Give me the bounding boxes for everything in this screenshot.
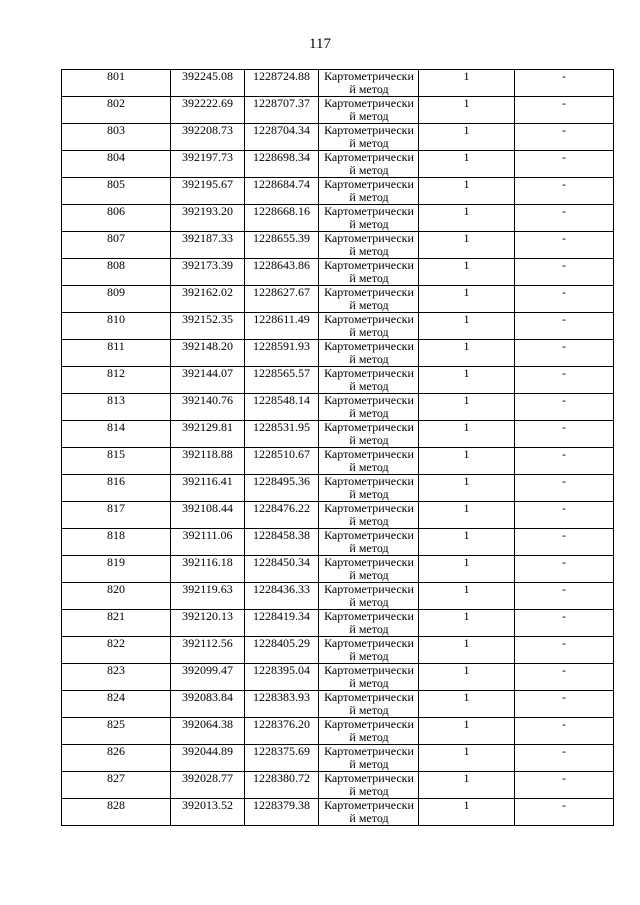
x-coordinate-cell: 392152.35	[171, 313, 245, 340]
accuracy-cell: 1	[419, 718, 515, 745]
point-number-cell: 805	[62, 178, 171, 205]
table-row	[62, 718, 614, 745]
x-coordinate-cell: 392116.41	[171, 475, 245, 502]
x-coordinate-cell: 392129.81	[171, 421, 245, 448]
note-cell: -	[515, 70, 614, 97]
x-coordinate-cell: 392112.56	[171, 637, 245, 664]
accuracy-cell: 1	[419, 178, 515, 205]
accuracy-cell: 1	[419, 610, 515, 637]
y-coordinate-cell: 1228704.34	[245, 124, 319, 151]
y-coordinate-cell: 1228510.67	[245, 448, 319, 475]
y-coordinate-cell: 1228379.38	[245, 799, 319, 826]
note-cell: -	[515, 718, 614, 745]
table-row	[62, 394, 614, 421]
note-cell: -	[515, 556, 614, 583]
method-text: Картометрический метод	[324, 123, 414, 150]
method-cell	[319, 475, 419, 502]
method-cell	[319, 259, 419, 286]
note-cell: -	[515, 313, 614, 340]
x-coordinate-cell: 392120.13	[171, 610, 245, 637]
method-cell	[319, 664, 419, 691]
y-coordinate-cell: 1228395.04	[245, 664, 319, 691]
accuracy-cell: 1	[419, 313, 515, 340]
table-row	[62, 367, 614, 394]
point-number-cell: 821	[62, 610, 171, 637]
method-text: Картометрический метод	[324, 582, 414, 609]
note-cell: -	[515, 691, 614, 718]
method-text: Картометрический метод	[324, 312, 414, 339]
method-text: Картометрический метод	[324, 366, 414, 393]
accuracy-cell: 1	[419, 232, 515, 259]
y-coordinate-cell: 1228476.22	[245, 502, 319, 529]
note-cell: -	[515, 583, 614, 610]
x-coordinate-cell: 392044.89	[171, 745, 245, 772]
point-number-cell: 801	[62, 70, 171, 97]
accuracy-cell: 1	[419, 367, 515, 394]
note-cell: -	[515, 97, 614, 124]
point-number-cell: 817	[62, 502, 171, 529]
note-cell: -	[515, 664, 614, 691]
table-row	[62, 799, 614, 826]
method-cell	[319, 70, 419, 97]
y-coordinate-cell: 1228531.95	[245, 421, 319, 448]
method-cell	[319, 556, 419, 583]
y-coordinate-cell: 1228380.72	[245, 772, 319, 799]
table-row	[62, 286, 614, 313]
table-row	[62, 556, 614, 583]
x-coordinate-cell: 392119.63	[171, 583, 245, 610]
point-number-cell: 808	[62, 259, 171, 286]
note-cell: -	[515, 421, 614, 448]
table-row	[62, 583, 614, 610]
x-coordinate-cell: 392162.02	[171, 286, 245, 313]
table-row	[62, 664, 614, 691]
table-row	[62, 340, 614, 367]
note-cell: -	[515, 637, 614, 664]
x-coordinate-cell: 392013.52	[171, 799, 245, 826]
method-cell	[319, 313, 419, 340]
point-number-cell: 806	[62, 205, 171, 232]
note-cell: -	[515, 799, 614, 826]
method-text: Картометрический метод	[324, 798, 414, 825]
x-coordinate-cell: 392144.07	[171, 367, 245, 394]
table-row	[62, 745, 614, 772]
method-cell	[319, 772, 419, 799]
point-number-cell: 816	[62, 475, 171, 502]
y-coordinate-cell: 1228707.37	[245, 97, 319, 124]
table-row	[62, 205, 614, 232]
page-number: 117	[309, 36, 331, 52]
note-cell: -	[515, 259, 614, 286]
table-row	[62, 691, 614, 718]
y-coordinate-cell: 1228450.34	[245, 556, 319, 583]
method-cell	[319, 610, 419, 637]
accuracy-cell: 1	[419, 448, 515, 475]
accuracy-cell: 1	[419, 394, 515, 421]
note-cell: -	[515, 610, 614, 637]
coordinates-table	[61, 69, 614, 826]
method-text: Картометрический метод	[324, 420, 414, 447]
method-cell	[319, 124, 419, 151]
method-text: Картометрический метод	[324, 528, 414, 555]
accuracy-cell: 1	[419, 259, 515, 286]
method-text: Картометрический метод	[324, 690, 414, 717]
table-row	[62, 529, 614, 556]
point-number-cell: 813	[62, 394, 171, 421]
y-coordinate-cell: 1228643.86	[245, 259, 319, 286]
y-coordinate-cell: 1228591.93	[245, 340, 319, 367]
table-row	[62, 502, 614, 529]
method-text: Картометрический метод	[324, 96, 414, 123]
method-text: Картометрический метод	[324, 393, 414, 420]
table-row	[62, 421, 614, 448]
y-coordinate-cell: 1228565.57	[245, 367, 319, 394]
accuracy-cell: 1	[419, 421, 515, 448]
note-cell: -	[515, 529, 614, 556]
table-row	[62, 475, 614, 502]
point-number-cell: 828	[62, 799, 171, 826]
x-coordinate-cell: 392099.47	[171, 664, 245, 691]
method-cell	[319, 340, 419, 367]
x-coordinate-cell: 392148.20	[171, 340, 245, 367]
method-cell	[319, 745, 419, 772]
x-coordinate-cell: 392245.08	[171, 70, 245, 97]
method-cell	[319, 367, 419, 394]
note-cell: -	[515, 367, 614, 394]
x-coordinate-cell: 392140.76	[171, 394, 245, 421]
point-number-cell: 815	[62, 448, 171, 475]
method-text: Картометрический метод	[324, 636, 414, 663]
point-number-cell: 807	[62, 232, 171, 259]
point-number-cell: 826	[62, 745, 171, 772]
method-text: Картометрический метод	[324, 339, 414, 366]
method-cell	[319, 637, 419, 664]
method-cell	[319, 502, 419, 529]
accuracy-cell: 1	[419, 151, 515, 178]
x-coordinate-cell: 392083.84	[171, 691, 245, 718]
y-coordinate-cell: 1228548.14	[245, 394, 319, 421]
accuracy-cell: 1	[419, 772, 515, 799]
accuracy-cell: 1	[419, 205, 515, 232]
point-number-cell: 804	[62, 151, 171, 178]
method-cell	[319, 151, 419, 178]
point-number-cell: 802	[62, 97, 171, 124]
accuracy-cell: 1	[419, 745, 515, 772]
point-number-cell: 814	[62, 421, 171, 448]
table-row	[62, 610, 614, 637]
coordinates-table-body	[62, 70, 614, 826]
method-cell	[319, 583, 419, 610]
table-row	[62, 313, 614, 340]
note-cell: -	[515, 178, 614, 205]
method-text: Картометрический метод	[324, 744, 414, 771]
table-row	[62, 259, 614, 286]
accuracy-cell: 1	[419, 97, 515, 124]
method-text: Картометрический метод	[324, 69, 414, 96]
y-coordinate-cell: 1228383.93	[245, 691, 319, 718]
y-coordinate-cell: 1228458.38	[245, 529, 319, 556]
point-number-cell: 823	[62, 664, 171, 691]
note-cell: -	[515, 124, 614, 151]
accuracy-cell: 1	[419, 286, 515, 313]
note-cell: -	[515, 286, 614, 313]
method-text: Картометрический метод	[324, 285, 414, 312]
method-cell	[319, 718, 419, 745]
point-number-cell: 812	[62, 367, 171, 394]
method-text: Картометрический метод	[324, 447, 414, 474]
accuracy-cell: 1	[419, 556, 515, 583]
y-coordinate-cell: 1228684.74	[245, 178, 319, 205]
note-cell: -	[515, 205, 614, 232]
table-row	[62, 178, 614, 205]
y-coordinate-cell: 1228495.36	[245, 475, 319, 502]
accuracy-cell: 1	[419, 637, 515, 664]
y-coordinate-cell: 1228405.29	[245, 637, 319, 664]
method-cell	[319, 97, 419, 124]
point-number-cell: 811	[62, 340, 171, 367]
x-coordinate-cell: 392222.69	[171, 97, 245, 124]
method-cell	[319, 205, 419, 232]
accuracy-cell: 1	[419, 124, 515, 151]
table-row	[62, 772, 614, 799]
point-number-cell: 824	[62, 691, 171, 718]
x-coordinate-cell: 392173.39	[171, 259, 245, 286]
note-cell: -	[515, 232, 614, 259]
method-cell	[319, 691, 419, 718]
method-text: Картометрический метод	[324, 204, 414, 231]
accuracy-cell: 1	[419, 502, 515, 529]
method-text: Картометрический метод	[324, 150, 414, 177]
x-coordinate-cell: 392195.67	[171, 178, 245, 205]
method-text: Картометрический метод	[324, 771, 414, 798]
note-cell: -	[515, 448, 614, 475]
note-cell: -	[515, 745, 614, 772]
method-text: Картометрический метод	[324, 474, 414, 501]
method-text: Картометрический метод	[324, 717, 414, 744]
y-coordinate-cell: 1228611.49	[245, 313, 319, 340]
point-number-cell: 803	[62, 124, 171, 151]
accuracy-cell: 1	[419, 583, 515, 610]
point-number-cell: 818	[62, 529, 171, 556]
method-cell	[319, 232, 419, 259]
method-text: Картометрический метод	[324, 555, 414, 582]
accuracy-cell: 1	[419, 340, 515, 367]
x-coordinate-cell: 392118.88	[171, 448, 245, 475]
method-text: Картометрический метод	[324, 663, 414, 690]
y-coordinate-cell: 1228419.34	[245, 610, 319, 637]
table-row	[62, 232, 614, 259]
method-cell	[319, 286, 419, 313]
method-cell	[319, 448, 419, 475]
table-row	[62, 124, 614, 151]
point-number-cell: 820	[62, 583, 171, 610]
x-coordinate-cell: 392187.33	[171, 232, 245, 259]
x-coordinate-cell: 392111.06	[171, 529, 245, 556]
method-cell	[319, 799, 419, 826]
y-coordinate-cell: 1228698.34	[245, 151, 319, 178]
method-text: Картометрический метод	[324, 501, 414, 528]
x-coordinate-cell: 392208.73	[171, 124, 245, 151]
x-coordinate-cell: 392193.20	[171, 205, 245, 232]
point-number-cell: 809	[62, 286, 171, 313]
method-cell	[319, 178, 419, 205]
note-cell: -	[515, 475, 614, 502]
method-cell	[319, 529, 419, 556]
table-row	[62, 637, 614, 664]
method-cell	[319, 421, 419, 448]
note-cell: -	[515, 340, 614, 367]
point-number-cell: 827	[62, 772, 171, 799]
accuracy-cell: 1	[419, 691, 515, 718]
table-row	[62, 70, 614, 97]
table-row	[62, 448, 614, 475]
x-coordinate-cell: 392028.77	[171, 772, 245, 799]
table-row	[62, 97, 614, 124]
method-text: Картометрический метод	[324, 177, 414, 204]
y-coordinate-cell: 1228724.88	[245, 70, 319, 97]
point-number-cell: 822	[62, 637, 171, 664]
x-coordinate-cell: 392197.73	[171, 151, 245, 178]
y-coordinate-cell: 1228668.16	[245, 205, 319, 232]
method-text: Картометрический метод	[324, 609, 414, 636]
note-cell: -	[515, 394, 614, 421]
method-text: Картометрический метод	[324, 258, 414, 285]
accuracy-cell: 1	[419, 799, 515, 826]
accuracy-cell: 1	[419, 70, 515, 97]
note-cell: -	[515, 502, 614, 529]
x-coordinate-cell: 392064.38	[171, 718, 245, 745]
y-coordinate-cell: 1228655.39	[245, 232, 319, 259]
note-cell: -	[515, 151, 614, 178]
point-number-cell: 825	[62, 718, 171, 745]
point-number-cell: 819	[62, 556, 171, 583]
table-row	[62, 151, 614, 178]
accuracy-cell: 1	[419, 475, 515, 502]
note-cell: -	[515, 772, 614, 799]
x-coordinate-cell: 392116.18	[171, 556, 245, 583]
y-coordinate-cell: 1228627.67	[245, 286, 319, 313]
y-coordinate-cell: 1228375.69	[245, 745, 319, 772]
method-cell	[319, 394, 419, 421]
y-coordinate-cell: 1228376.20	[245, 718, 319, 745]
method-text: Картометрический метод	[324, 231, 414, 258]
accuracy-cell: 1	[419, 529, 515, 556]
y-coordinate-cell: 1228436.33	[245, 583, 319, 610]
point-number-cell: 810	[62, 313, 171, 340]
x-coordinate-cell: 392108.44	[171, 502, 245, 529]
accuracy-cell: 1	[419, 664, 515, 691]
